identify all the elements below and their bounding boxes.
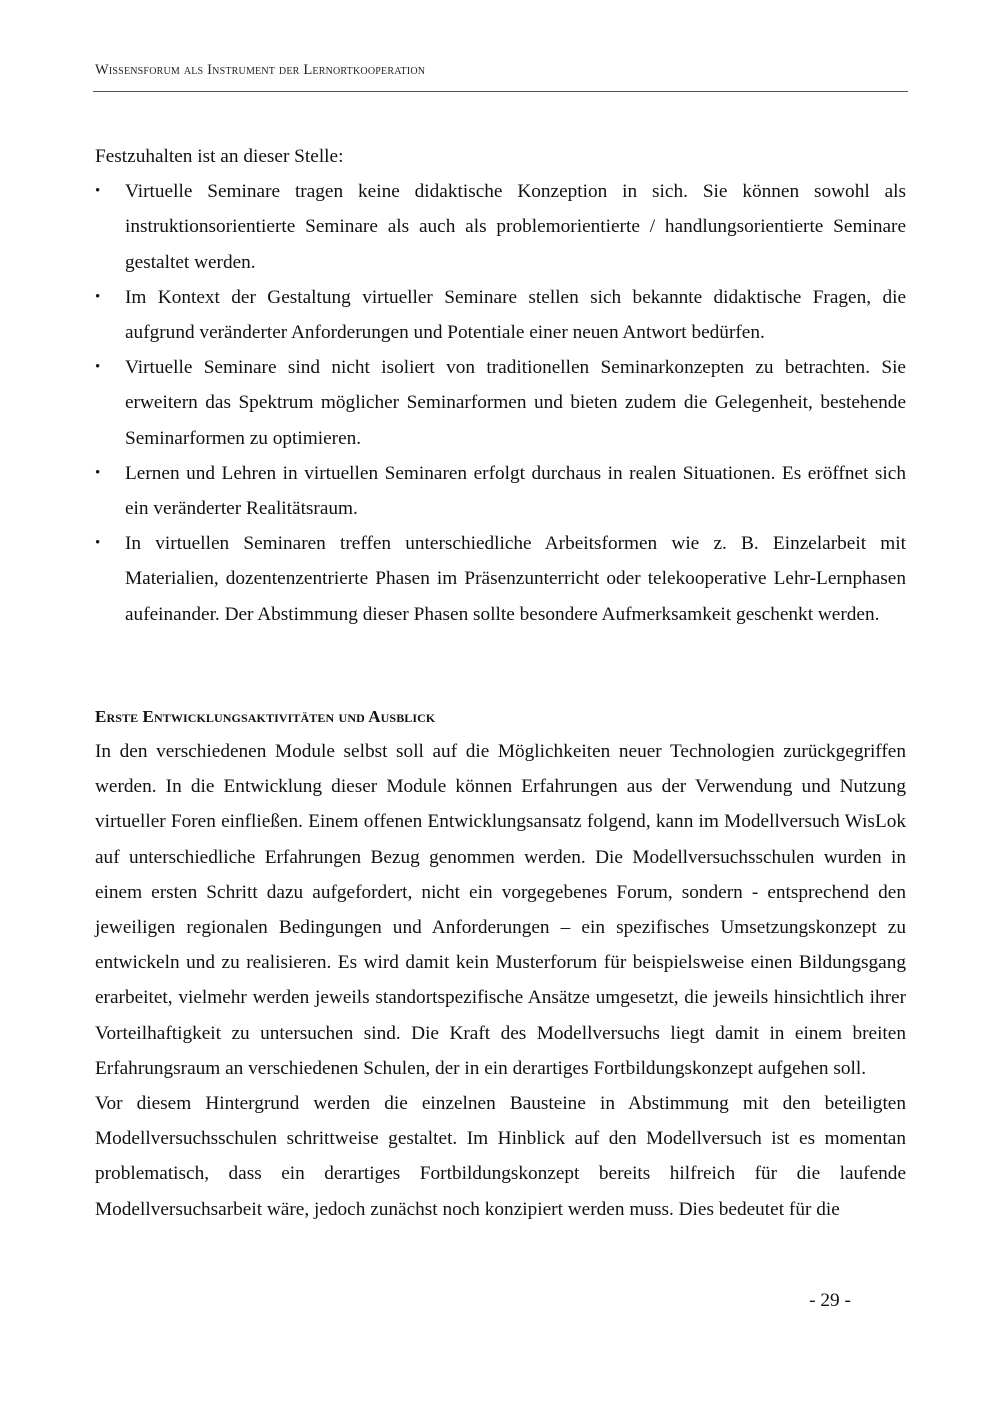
bullet-item — [95, 174, 906, 280]
bullet-icon: • — [95, 288, 101, 305]
bullet-text: Lernen und Lehren in virtuellen Seminaren erfolgt durchaus in realen Situationen. Es eröffnet sich ein veränderter Realitätsraum. — [125, 462, 906, 520]
bullet-item — [95, 350, 906, 456]
header-divider — [93, 91, 908, 92]
bullet-text: Virtuelle Seminare sind nicht isoliert von traditionellen Seminarkonzepten zu betrachten. Sie erweitern das Spektrum möglicher Seminarformen und bieten zudem die Gelegenheit, bestehende Seminarformen zu optimieren. — [125, 357, 906, 449]
section-heading: Erste Entwicklungsaktivitäten und Ausblick — [95, 706, 436, 726]
bullet-icon: • — [95, 359, 101, 376]
section-paragraph: In den verschiedenen Module selbst soll auf die Möglichkeiten neuer Technologien zurückgegriffen werden. In die Entwicklung dieser Module können Erfahrungen aus der Verwendung und Nutzung virtueller Foren einfließen. Einem offenen Entwicklungsansatz folgend, kann im Modellversuch WisLok auf unterschiedliche Erfahrungen Bezug genommen werden. Die Modellversuchsschulen wurden in einem ersten Schritt dazu aufgefordert, nicht ein vorgegebenes Forum, sondern - entsprechend den jeweiligen regionalen Bedingungen und Anforderungen – ein spezifisches Umsetzungskonzept zu entwickeln und zu realisieren. Es wird damit kein Musterforum für beispielsweise einen Bildungsgang erarbeitet, vielmehr werden jeweils standortspezifische Ansätze umgesetzt, die jeweils hinsichtlich ihrer Vorteilhaftigkeit zu untersuchen sind. Die Kraft des Modellversuchs liegt damit in einem breiten Erfahrungsraum an verschiedenen Schulen, der in ein derartiges Fortbildungskonzept aufgehen soll. — [95, 741, 906, 1079]
bullet-list — [95, 174, 906, 632]
page-number: - 29 - — [809, 1290, 851, 1311]
intro-paragraph: Festzuhalten ist an dieser Stelle: — [95, 146, 344, 167]
running-header — [95, 62, 907, 79]
bullet-icon: • — [95, 535, 101, 552]
bullet-icon: • — [95, 464, 101, 481]
bullet-item — [95, 526, 906, 632]
running-header-title: Wissensforum als Instrument der Lernortkooperation — [95, 62, 426, 78]
bullet-text: Im Kontext der Gestaltung virtueller Seminare stellen sich bekannte didaktische Fragen, die aufgrund veränderter Anforderungen und Potentiale einer neuen Antwort bedürfen. — [125, 286, 906, 344]
bullet-text: Virtuelle Seminare tragen keine didaktische Konzeption in sich. Sie können sowohl als instruktionsorientierte Seminare als auch als problemorientierte / handlungsorientierte Seminare gestaltet werden. — [125, 181, 906, 273]
bullet-item — [95, 280, 906, 350]
bullet-text: In virtuellen Seminaren treffen unterschiedliche Arbeitsformen wie z. B. Einzelarbeit mit Materialien, dozentenzentrierte Phasen im Präsenzunterricht oder telekooperative Lehr-Lernphasen aufeinander. Der Abstimmung dieser Phasen sollte besondere Aufmerksamkeit geschenkt werden. — [125, 533, 906, 625]
section-paragraph: Vor diesem Hintergrund werden die einzelnen Bausteine in Abstimmung mit den beteiligten Modellversuchsschulen schrittweise gestaltet. Im Hinblick auf den Modellversuch ist es momentan problematisch, dass ein derartiges Fortbildungskonzept bereits hilfreich für die laufende Modellversuchsarbeit wäre, jedoch zunächst noch konzipiert werden muss. Dies bedeutet für die — [95, 1093, 906, 1220]
body-text — [95, 139, 906, 1227]
bullet-item — [95, 456, 906, 526]
bullet-icon: • — [95, 183, 101, 200]
